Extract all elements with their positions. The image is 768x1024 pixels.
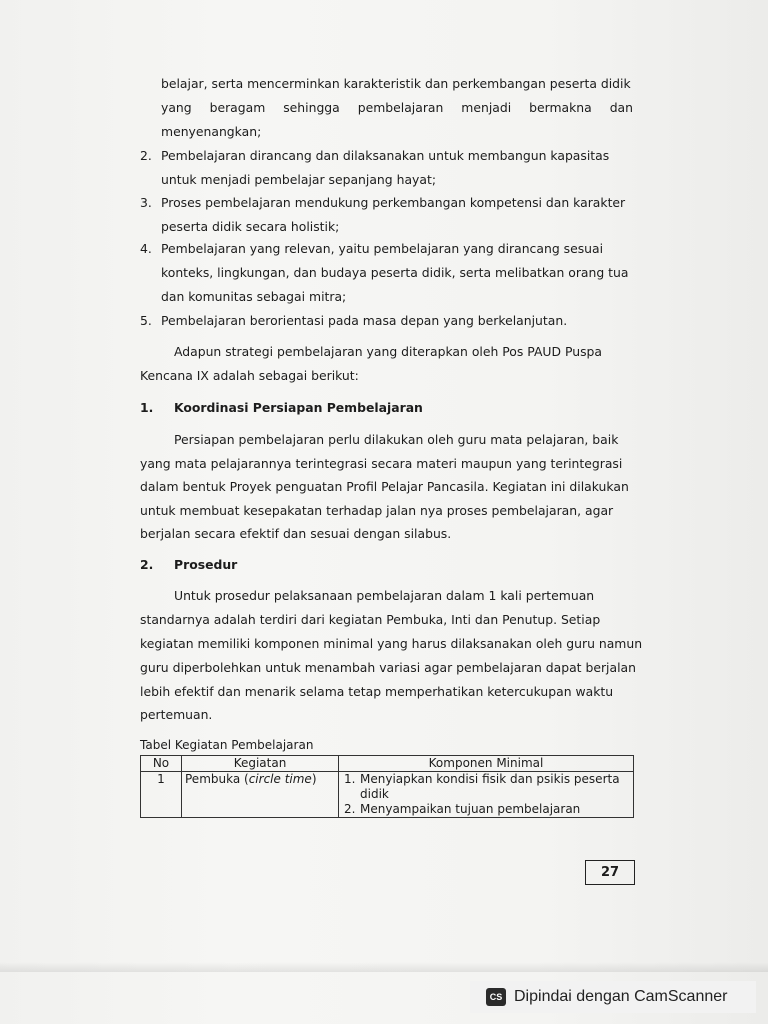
list-continuation-line-1: belajar, serta mencerminkan karakteristik dan perkembangan peserta didik bbox=[161, 76, 631, 91]
table-header-row bbox=[141, 756, 634, 772]
cell-no: 1 bbox=[141, 772, 182, 818]
intro-paragraph-line-1: Adapun strategi pembelajaran yang diterapkan oleh Pos PAUD Puspa bbox=[174, 344, 602, 359]
column-header-no: No bbox=[141, 756, 182, 772]
section-1-paragraph-line: yang mata pelajarannya terintegrasi secara materi maupun yang terintegrasi bbox=[140, 456, 623, 471]
list-item-line: peserta didik secara holistik; bbox=[161, 219, 340, 234]
section-2-paragraph-line: standarnya adalah terdiri dari kegiatan Pembuka, Inti dan Penutup. Setiap bbox=[140, 612, 601, 627]
section-1-paragraph-line: Persiapan pembelajaran perlu dilakukan oleh guru mata pelajaran, baik bbox=[174, 432, 619, 447]
list-item-line: konteks, lingkungan, dan budaya peserta didik, serta melibatkan orang tua bbox=[161, 265, 629, 280]
cell-komponen bbox=[339, 772, 634, 818]
list-item-number: 2. bbox=[140, 148, 152, 163]
list-item-number: 3. bbox=[140, 195, 152, 210]
list-item-line: Pembelajaran yang relevan, yaitu pembelajaran yang dirancang sesuai bbox=[161, 241, 604, 256]
section-2-paragraph-line: guru diperbolehkan untuk menambah variasi agar pembelajaran dapat berjalan bbox=[140, 660, 636, 675]
section-2-title: Prosedur bbox=[174, 557, 238, 572]
list-item-line: Pembelajaran berorientasi pada masa depan yang berkelanjutan. bbox=[161, 313, 568, 328]
list-continuation-line-3: menyenangkan; bbox=[161, 124, 262, 139]
section-2-number: 2. bbox=[140, 557, 154, 572]
section-1-number: 1. bbox=[140, 400, 154, 415]
list-item: 1. Menyiapkan kondisi fisik dan psikis peserta didik bbox=[344, 772, 620, 801]
camscanner-logo-icon: CS bbox=[486, 988, 506, 1006]
list-item-line: Pembelajaran dirancang dan dilaksanakan untuk membangun kapasitas bbox=[161, 148, 610, 163]
list-item-line: dan komunitas sebagai mitra; bbox=[161, 289, 347, 304]
page-edge-shadow bbox=[0, 962, 768, 972]
list-item-number: 5. bbox=[140, 313, 152, 328]
page-number-box: 27 bbox=[585, 860, 635, 885]
section-2-paragraph-line: lebih efektif dan menarik selama tetap memperhatikan ketercukupan waktu bbox=[140, 684, 614, 699]
section-1-paragraph-line: dalam bentuk Proyek penguatan Profil Pelajar Pancasila. Kegiatan ini dilakukan bbox=[140, 479, 629, 494]
cell-kegiatan: Pembuka (circle time) bbox=[182, 772, 339, 818]
table-row bbox=[141, 772, 634, 818]
column-header-kegiatan: Kegiatan bbox=[182, 756, 339, 772]
section-2-paragraph-line: kegiatan memiliki komponen minimal yang harus dilaksanakan oleh guru namun bbox=[140, 636, 643, 651]
section-1-title: Koordinasi Persiapan Pembelajaran bbox=[174, 400, 423, 415]
camscanner-watermark bbox=[470, 981, 756, 1013]
list-item-number: 4. bbox=[140, 241, 152, 256]
section-1-paragraph-line: untuk membuat kesepakatan terhadap jalan nya proses pembelajaran, agar bbox=[140, 503, 614, 518]
table-caption: Tabel Kegiatan Pembelajaran bbox=[140, 738, 314, 752]
intro-paragraph-line-2: Kencana IX adalah sebagai berikut: bbox=[140, 368, 359, 383]
activity-table bbox=[140, 755, 634, 818]
column-header-komponen: Komponen Minimal bbox=[339, 756, 634, 772]
section-2-paragraph-line: pertemuan. bbox=[140, 707, 213, 722]
section-2-paragraph-line: Untuk prosedur pelaksanaan pembelajaran dalam 1 kali pertemuan bbox=[174, 588, 595, 603]
list-continuation-line-2: yang beragam sehingga pembelajaran menjadi bermakna dan bbox=[161, 100, 633, 115]
section-1-paragraph-line: berjalan secara efektif dan sesuai dengan silabus. bbox=[140, 526, 452, 541]
list-item-line: Proses pembelajaran mendukung perkembangan kompetensi dan karakter bbox=[161, 195, 626, 210]
camscanner-text: Dipindai dengan CamScanner bbox=[514, 988, 728, 1005]
list-item-line: untuk menjadi pembelajar sepanjang hayat; bbox=[161, 172, 436, 187]
list-item: 2. Menyampaikan tujuan pembelajaran bbox=[344, 802, 581, 816]
